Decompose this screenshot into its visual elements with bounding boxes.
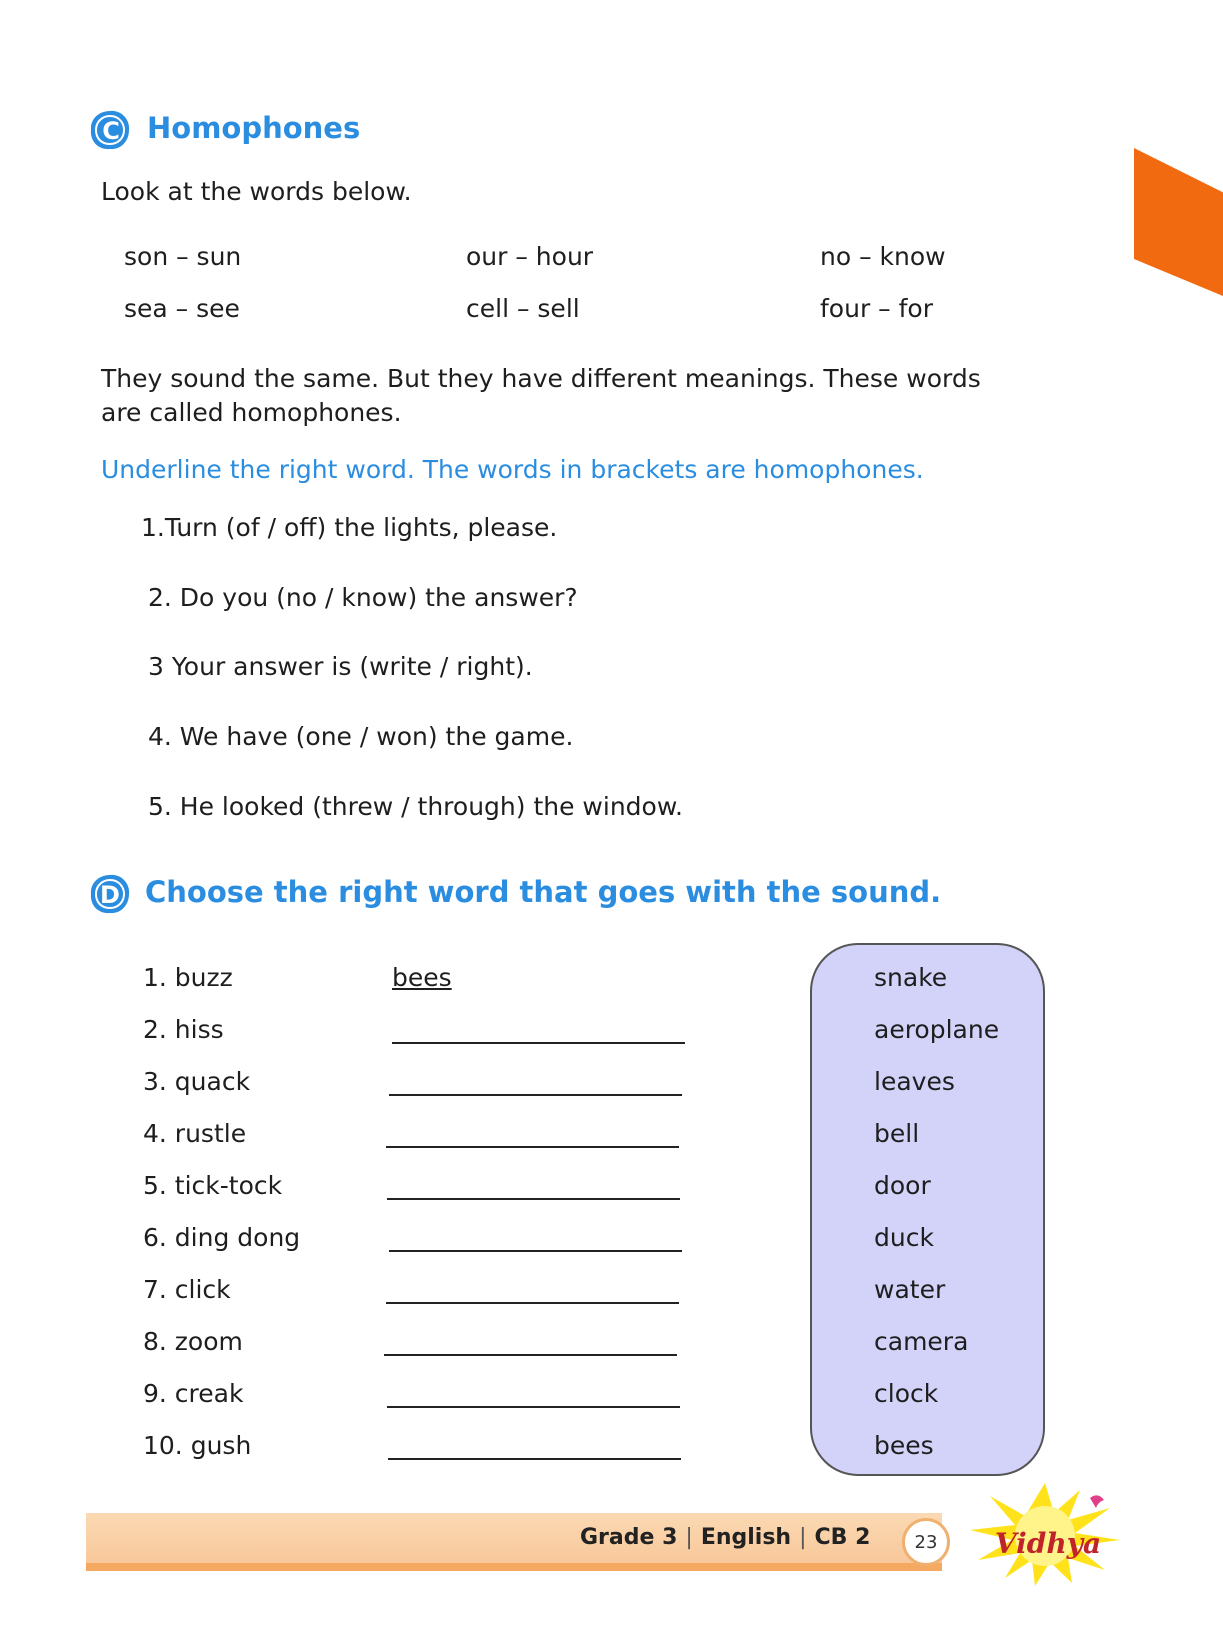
word-bank-item: clock — [874, 1379, 939, 1408]
example-answer: bees — [392, 963, 452, 992]
word-bank-item: duck — [874, 1223, 934, 1252]
answer-line-6[interactable] — [389, 1250, 682, 1252]
answer-line-10[interactable] — [388, 1458, 681, 1460]
instruction-text: Underline the right word. The words in brackets are homophones. — [101, 455, 924, 484]
sound-4: 4. rustle — [143, 1119, 247, 1148]
pair-sea-see: sea – see — [124, 294, 240, 323]
word-bank-item: snake — [874, 963, 948, 992]
sound-6: 6. ding dong — [143, 1223, 301, 1252]
sound-1: 1. buzz — [143, 963, 233, 992]
answer-line-3[interactable] — [389, 1094, 682, 1096]
answer-line-8[interactable] — [384, 1354, 677, 1356]
section-d-letter: D — [100, 881, 120, 909]
word-bank-item: door — [874, 1171, 931, 1200]
vidhya-logo — [960, 1478, 1130, 1588]
explanation-line-1: They sound the same. But they have different meanings. These words — [101, 364, 981, 393]
pair-cell-sell: cell – sell — [466, 294, 580, 323]
answer-line-7[interactable] — [386, 1302, 679, 1304]
answer-line-4[interactable] — [386, 1146, 679, 1148]
word-bank-item: leaves — [874, 1067, 955, 1096]
answer-line-9[interactable] — [387, 1406, 680, 1408]
sound-2: 2. hiss — [143, 1015, 224, 1044]
section-d-icon — [88, 872, 132, 916]
footer-grade: Grade 3 — [580, 1525, 678, 1550]
footer-book: CB 2 — [814, 1525, 871, 1550]
pair-no-know: no – know — [820, 242, 946, 271]
sound-7: 7. click — [143, 1275, 231, 1304]
footer-label: Grade 3 | English | CB 2 — [580, 1525, 871, 1550]
section-c-title: Homophones — [147, 111, 361, 145]
sound-8: 8. zoom — [143, 1327, 243, 1356]
question-4: 4. We have (one / won) the game. — [148, 722, 574, 751]
sound-10: 10. gush — [143, 1431, 252, 1460]
explanation-line-2: are called homophones. — [101, 398, 402, 427]
intro-text: Look at the words below. — [101, 177, 412, 206]
answer-line-2[interactable] — [392, 1042, 685, 1044]
word-bank-item: camera — [874, 1327, 969, 1356]
question-5: 5. He looked (threw / through) the window. — [148, 792, 683, 821]
section-d-title: Choose the right word that goes with the sound. — [145, 875, 942, 909]
word-bank — [810, 943, 1045, 1476]
section-c-letter: C — [102, 117, 120, 145]
question-2: 2. Do you (no / know) the answer? — [148, 583, 578, 612]
corner-tab-decoration — [1134, 148, 1223, 296]
sound-3: 3. quack — [143, 1067, 251, 1096]
word-bank-item: aeroplane — [874, 1015, 1000, 1044]
sound-5: 5. tick-tock — [143, 1171, 283, 1200]
pair-our-hour: our – hour — [466, 242, 594, 271]
pair-son-sun: son – sun — [124, 242, 242, 271]
question-3: 3 Your answer is (write / right). — [148, 652, 533, 681]
answer-line-5[interactable] — [387, 1198, 680, 1200]
word-bank-item: bees — [874, 1431, 934, 1460]
logo-text: Vidhya — [994, 1527, 1102, 1560]
section-c-icon — [88, 108, 132, 152]
page-number-text: 23 — [914, 1531, 938, 1553]
word-bank-item: bell — [874, 1119, 920, 1148]
question-1: 1.Turn (of / off) the lights, please. — [141, 513, 558, 542]
page-number — [902, 1518, 950, 1566]
footer-subject: English — [700, 1525, 792, 1550]
sound-9: 9. creak — [143, 1379, 244, 1408]
word-bank-item: water — [874, 1275, 946, 1304]
pair-four-for: four – for — [820, 294, 933, 323]
